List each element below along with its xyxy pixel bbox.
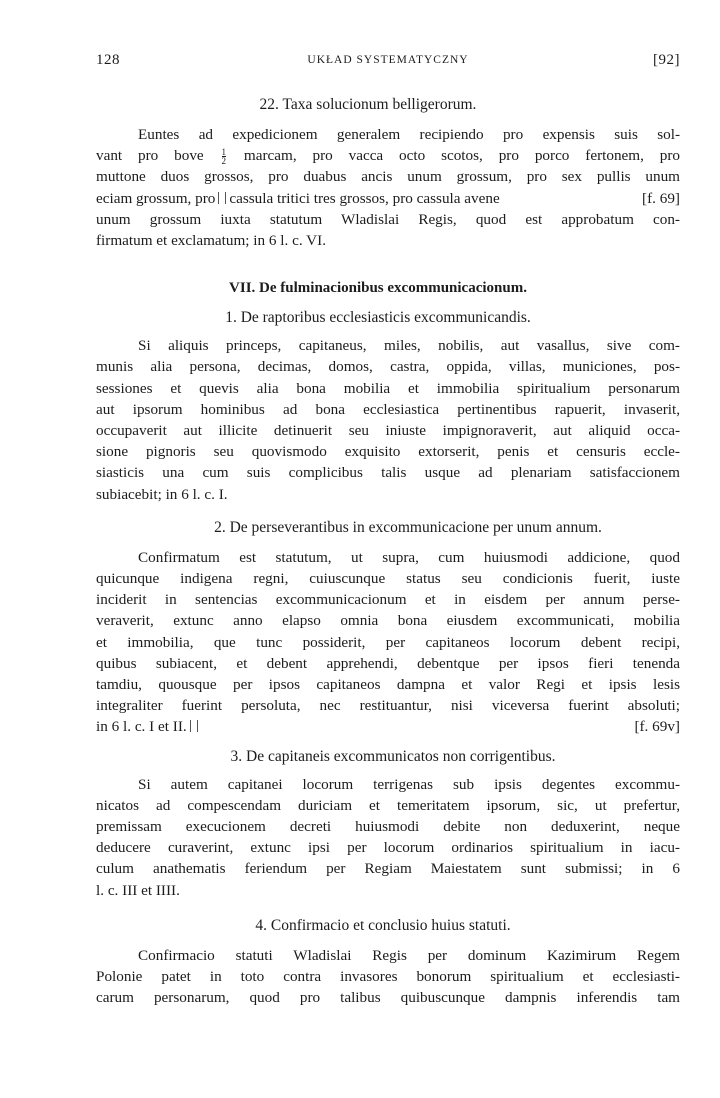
fraction: $\frac{1}{2}$ <box>221 147 227 167</box>
text-line: Si autem capitanei locorum terrigenas sub ipsis degentes excommu- <box>138 775 680 793</box>
text-line: veraverit, extunc anno elapso omnia bona eiusdem excommunicati, mobilia <box>96 612 680 630</box>
text-line: munis alia persona, decimas, domos, castra, oppida, villas, municiones, pos- <box>96 358 680 376</box>
text-line: Confirmatum est statutum, ut supra, cum huiusmodi addicione, quod <box>138 548 680 566</box>
subsection-4-paragraph <box>96 945 680 1009</box>
text-line: sione pignoris seu quovismodo exquisito extorserit, penis et censuris eccle- <box>96 443 680 461</box>
subsection-1-heading: 1. De raptoribus ecclesiasticis excommunicandis. <box>225 309 531 327</box>
text-line: siasticis una cum suis complicibus talis usque ad plenariam satisfaccionem <box>96 464 680 482</box>
text-line: et immobilia, que tunc possiderit, per capitaneos locorum debent recipi, <box>96 633 680 651</box>
subsection-3-paragraph <box>96 774 680 901</box>
subsection-2-heading: 2. De perseverantibus in excommunicacione per unum annum. <box>214 518 602 536</box>
subsection-3-heading: 3. De capitaneis excommunicatos non corrigentibus. <box>230 747 556 765</box>
text-line: firmatum et exclamatum; in 6 l. c. VI. <box>96 232 326 250</box>
text-line: integraliter fuerint persoluta, nec restituantur, nisi viceversa fuerint absoluti; <box>96 697 680 715</box>
text-line: Euntes ad expedicionem generalem recipiendo pro expensis suis sol- <box>138 126 680 143</box>
text-line: tamdiu, quousque per ipsos capitaneos dampna et valor Regi et ipsis lesis <box>96 676 680 694</box>
text-line: quibus subiacent, et debent apprehendi, debentque per ipsos fieri tenenda <box>96 654 680 672</box>
folio-reference: [92] <box>653 52 680 68</box>
folio-marker: [f. 69v] <box>634 718 680 736</box>
text-line: occupaverit aut illicite detinuerit seu iniuste impignoraverit, aut aliquid occa- <box>96 422 680 440</box>
text-line: Si aliquis princeps, capitaneus, miles, nobilis, aut vasallus, sive com- <box>138 337 680 355</box>
text-line: quicunque indigena regni, cuiuscunque status seu condicionis fuerit, iuste <box>96 570 680 588</box>
folio-marker: [f. 69] <box>642 189 680 207</box>
subsection-4-heading: 4. Confirmacio et conclusio huius statuti. <box>255 916 511 934</box>
text-line: Confirmacio statuti Wladislai Regis per dominum Kazimirum Regem <box>138 946 680 964</box>
document-page <box>96 52 680 1009</box>
page-number: 128 <box>96 52 120 68</box>
running-header <box>96 52 680 74</box>
text-line: vant pro bove $\frac{1}{2}$ marcam, pro vacca octo scotos, pro porco fertonem, pro <box>96 147 681 167</box>
text-line: inciderit in sentencias excommunicacionum et in eisdem per annum perse- <box>96 591 680 609</box>
text-line: premissam execucionem decreti huiusmodi debite non deduxerint, neque <box>96 818 680 836</box>
text-line: Polonie patet in toto contra invasores bonorum spiritualium et ecclesiasti- <box>96 968 680 986</box>
text-line: unum grossum iuxta statutum Wladislai Regis, quod est approbatum con- <box>96 210 680 228</box>
text-line: subiacebit; in 6 l. c. I. <box>96 485 228 503</box>
text-line: culum anathematis feriendum per Regiam Maiestatem sunt submissi; in 6 <box>96 860 680 878</box>
text-line: deducere curaverint, extunc ipsi per locorum ordinarios spiritualium in iacu- <box>96 839 680 857</box>
text-line: sessiones et quevis alia bona mobilia et immobilia spiritualium personarum <box>96 379 680 397</box>
text-line: muttone duos grossos, pro duabus ancis unum grossum, pro sex pullis unum <box>96 168 680 186</box>
text-line: aut ipsorum hominibus ad bona ecclesiastica pertinentibus rapuerit, invaserit, <box>96 400 680 418</box>
section-22-paragraph <box>96 124 680 251</box>
running-title: UKŁAD SYSTEMATYCZNY <box>307 54 469 66</box>
chapter-heading: VII. De fulminacionibus excommunicacionum. <box>229 280 527 297</box>
editorial-mark <box>218 192 226 204</box>
text-line: nicatos ad compescendam duriciam et temeritatem ipsorum, sic, ut prefertur, <box>96 796 680 814</box>
text-line: l. c. III et IIII. <box>96 881 180 899</box>
text-line: in 6 l. c. I et II. [f. 69v] <box>96 716 680 737</box>
section-22-heading: 22. Taxa solucionum belligerorum. <box>259 96 477 113</box>
editorial-mark <box>190 720 198 732</box>
subsection-1-paragraph <box>96 335 680 505</box>
text-line: eciam grossum, pro cassula tritici tres grossos, pro cassula avene [f. 69] <box>96 188 680 209</box>
text-line: carum personarum, quod pro talibus quibuscunque dampnis inferendis tam <box>96 989 680 1007</box>
subsection-2-paragraph <box>96 547 680 738</box>
